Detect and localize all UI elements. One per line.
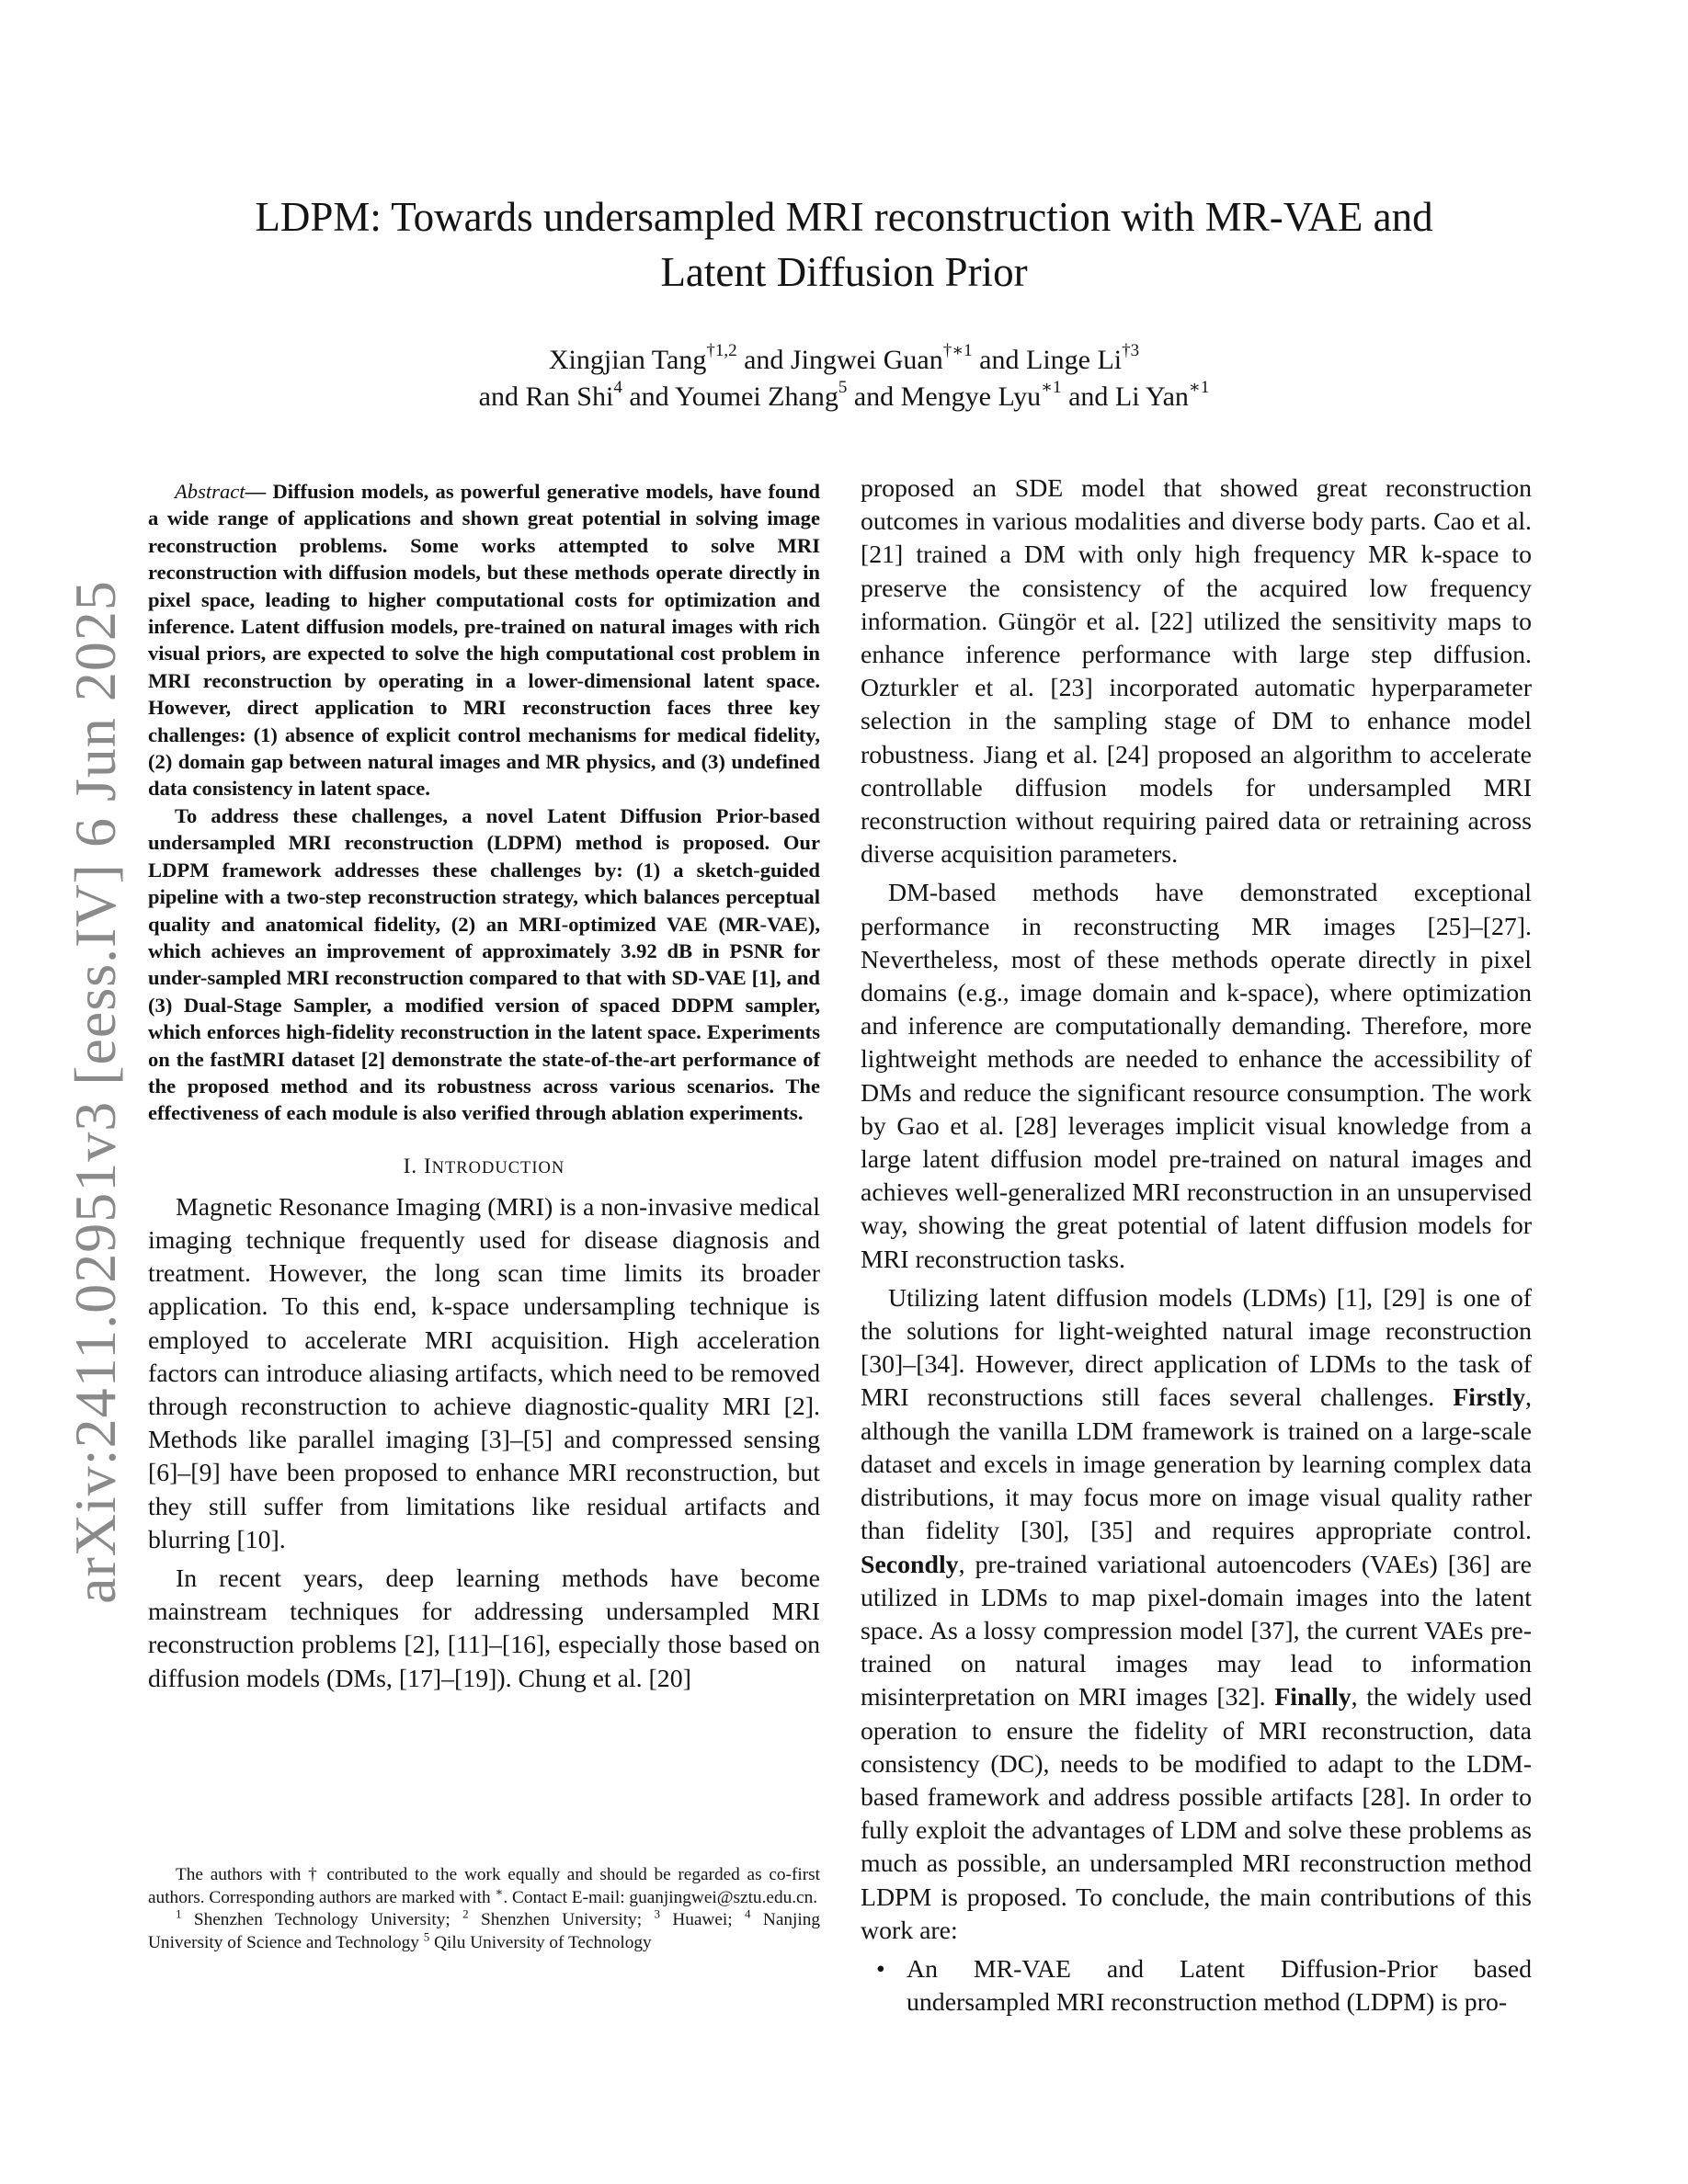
author-separator: and bbox=[847, 381, 901, 412]
abstract-text-1: Diffusion models, as powerful generative models, have found a wide range of applications and shown great potential in solving image reconstruction problems. Some works attempted to solve MRI reconstruction with diffusion models, but these methods operate directly in pixel space, leading to higher computational costs for optimization and inference. Latent diffusion models, pre-trained on natural images with rich visual priors, are expected to solve the high computational cost problem in MRI reconstruction by operating in a lower-dimensional latent space. However, direct application to MRI reconstruction faces three key challenges: (1) absence of explicit control mechanisms for medical fidelity, (2) domain gap between natural images and MR physics, and (3) undefined data consistency in latent space. bbox=[148, 480, 820, 801]
section-title-initial: I bbox=[423, 1154, 432, 1177]
star-mark: ∗ bbox=[495, 1884, 504, 1899]
author-line-2 bbox=[147, 379, 1541, 415]
contribution-text: An MR-VAE and Latent Diffusion-Prior based undersampled MRI reconstruction method (LDPM) is pro- bbox=[907, 1954, 1532, 2018]
author-separator: and bbox=[478, 381, 526, 412]
author-name: Ran Shi bbox=[525, 381, 614, 412]
left-column bbox=[148, 478, 820, 1701]
author-list bbox=[147, 342, 1541, 415]
title-line-1: LDPM: Towards undersampled MRI reconstruction with MR-VAE and bbox=[255, 194, 1433, 240]
author-affiliation-mark: 5 bbox=[838, 378, 848, 397]
author-name: Jingwei Guan bbox=[790, 345, 943, 375]
author-affiliation-mark: ∗1 bbox=[1188, 378, 1210, 397]
author-separator: and bbox=[622, 381, 676, 412]
footnote bbox=[148, 1864, 820, 1954]
section-title-rest: NTRODUCTION bbox=[431, 1158, 565, 1177]
author-affiliation-mark: 4 bbox=[613, 378, 622, 397]
author-affiliation-mark: †3 bbox=[1122, 341, 1140, 360]
dagger-mark: † bbox=[308, 1865, 320, 1884]
author-affiliation-mark: ∗1 bbox=[1041, 378, 1062, 397]
arxiv-identifier-text: arXiv:2411.02951v3 [eess.IV] 6 Jun 2025 bbox=[63, 580, 128, 1604]
intro-paragraph-1: Magnetic Resonance Imaging (MRI) is a non-invasive medical imaging technique frequently used for disease diagnosis and treatment. However, the long scan time limits its broader application. To this end, k-space undersampling technique is employed to accelerate MRI acquisition. High acceleration factors can introduce aliasing artifacts, which need to be removed through reconstruction to achieve diagnostic-quality MRI [2]. Methods like parallel imaging [3]–[5] and compressed sensing [6]–[9] have been proposed to enhance MRI reconstruction, but they still suffer from limitations like residual artifacts and blurring [10]. bbox=[148, 1192, 820, 1554]
bullet-mark: • bbox=[876, 1954, 885, 1984]
author-name: Xingjian Tang bbox=[548, 345, 707, 375]
author-affiliation-mark: †∗1 bbox=[942, 341, 973, 360]
finally-keyword: Finally bbox=[1274, 1683, 1352, 1712]
contributions-list bbox=[861, 1953, 1532, 2019]
section-numeral: I. bbox=[403, 1154, 424, 1177]
author-name: Linge Li bbox=[1026, 345, 1123, 375]
abstract bbox=[148, 478, 820, 1127]
section-heading-introduction bbox=[148, 1155, 820, 1178]
secondly-keyword: Secondly bbox=[861, 1550, 959, 1579]
footnote-authors-note: The authors with † contributed to the work equally and should be regarded as co-first authors. Corresponding authors are marked with ∗. Contact E-mail: guanjingwei@sztu.edu.cn. bbox=[148, 1865, 820, 1907]
abstract-paragraph-1 bbox=[148, 478, 820, 802]
introduction-body bbox=[148, 1191, 820, 1696]
abstract-paragraph-2 bbox=[148, 802, 820, 1127]
challenges-paragraph: Utilizing latent diffusion models (LDMs) [1], [29] is one of the solutions for light-weighted natural image reconstruction [30]–[34]. However, direct application of LDMs to the task of MRI reconstructions still faces several challenges. Firstly, although the vanilla LDM framework is trained on a large-scale dataset and excels in image generation by learning complex data distributions, it may focus more on image visual quality rather than fidelity [30], [35] and requires appropriate control. Secondly, pre-trained variational autoencoders (VAEs) [36] are utilized in LDMs to map pixel-domain images into the latent space. As a lossy compression model [37], the current VAEs pre-trained on natural images may lead to information misinterpretation on MRI images [32]. Finally, the widely used operation to ensure the fidelity of MRI reconstruction, data consistency (DC), needs to be modified to adapt to the LDM-based framework and address possible artifacts [28]. In order to fully exploit the advantages of LDM and solve these problems as much as possible, an undersampled MRI reconstruction method LDPM is proposed. To conclude, the main contributions of this work are: bbox=[861, 1283, 1532, 1945]
related-work-paragraph-1: proposed an SDE model that showed great reconstruction outcomes in various modalities and diverse body parts. Cao et al. [21] trained a DM with only high frequency MR k-space to preserve the consistency of the acquired low frequency information. Güngör et al. [22] utilized the sensitivity maps to enhance inference performance with large step diffusion. Ozturkler et al. [23] incorporated automatic hyperparameter selection in the sampling stage of DM to enhance model robustness. Jiang et al. [24] proposed an algorithm to accelerate controllable diffusion models for undersampled MRI reconstruction without requiring paired data or retraining across diverse acquisition parameters. bbox=[861, 474, 1532, 870]
firstly-keyword: Firstly bbox=[1453, 1383, 1526, 1413]
author-separator: and bbox=[972, 345, 1026, 375]
contribution-item bbox=[861, 1953, 1532, 2019]
author-separator: and bbox=[1061, 381, 1115, 412]
related-work-paragraph-2: DM-based methods have demonstrated exceptional performance in reconstructing MR images [25]–[27]. Nevertheless, most of these methods operate directly in pixel domains (e.g., image domain and k-space), where optimization and inference are computationally demanding. Therefore, more lightweight methods are needed to enhance the accessibility of DMs and reduce the significant resource consumption. The work by Gao et al. [28] leverages implicit visual knowledge from a large latent diffusion model pre-trained on natural images and achieves well-generalized MRI reconstruction in an unsupervised way, showing the great potential of latent diffusion models for MRI reconstruction tasks. bbox=[861, 879, 1532, 1274]
footnote-affiliations: $^1$ Shenzhen Technology University; $^2$ Shenzhen University; $^3$ Huawei; $^4$ Nanjing University of Science and Technology $^5$ Qilu University of Technology bbox=[148, 1906, 821, 1952]
intro-paragraph-2: In recent years, deep learning methods have become mainstream techniques for addressing undersampled MRI reconstruction problems [2], [11]–[16], especially those based on diffusion models (DMs, [17]–[19]). Chung et al. [20] bbox=[148, 1564, 820, 1693]
author-affiliation-mark: †1,2 bbox=[706, 341, 737, 360]
title-line-2: Latent Diffusion Prior bbox=[660, 249, 1028, 295]
abstract-text-2: To address these challenges, a novel Latent Diffusion Prior-based undersampled MRI reconstruction (LDPM) method is proposed. Our LDPM framework addresses these challenges by: (1) a sketch-guided pipeline with a two-step reconstruction strategy, which balances perceptual quality and anatomical fidelity, (2) an MRI-optimized VAE (MR-VAE), which achieves an improvement of approximately 3.92 dB in PSNR for under-sampled MRI reconstruction compared to that with SD-VAE [1], and (3) Dual-Stage Sampler, a modified version of spaced DDPM sampler, which enforces high-fidelity reconstruction in the latent space. Experiments on the fastMRI dataset [2] demonstrate the state-of-the-art performance of the proposed method and its robustness across various scenarios. The effectiveness of each module is also verified through ablation experiments. bbox=[148, 803, 820, 1125]
author-separator: and bbox=[736, 345, 791, 375]
author-line-1 bbox=[147, 342, 1541, 379]
abstract-dash: — bbox=[245, 480, 273, 503]
abstract-label: Abstract bbox=[175, 480, 245, 503]
author-name: Mengye Lyu bbox=[900, 381, 1042, 412]
author-name: Youmei Zhang bbox=[675, 381, 838, 412]
author-name: Li Yan bbox=[1114, 381, 1189, 412]
right-column bbox=[861, 472, 1532, 2019]
paper-title bbox=[147, 189, 1541, 300]
